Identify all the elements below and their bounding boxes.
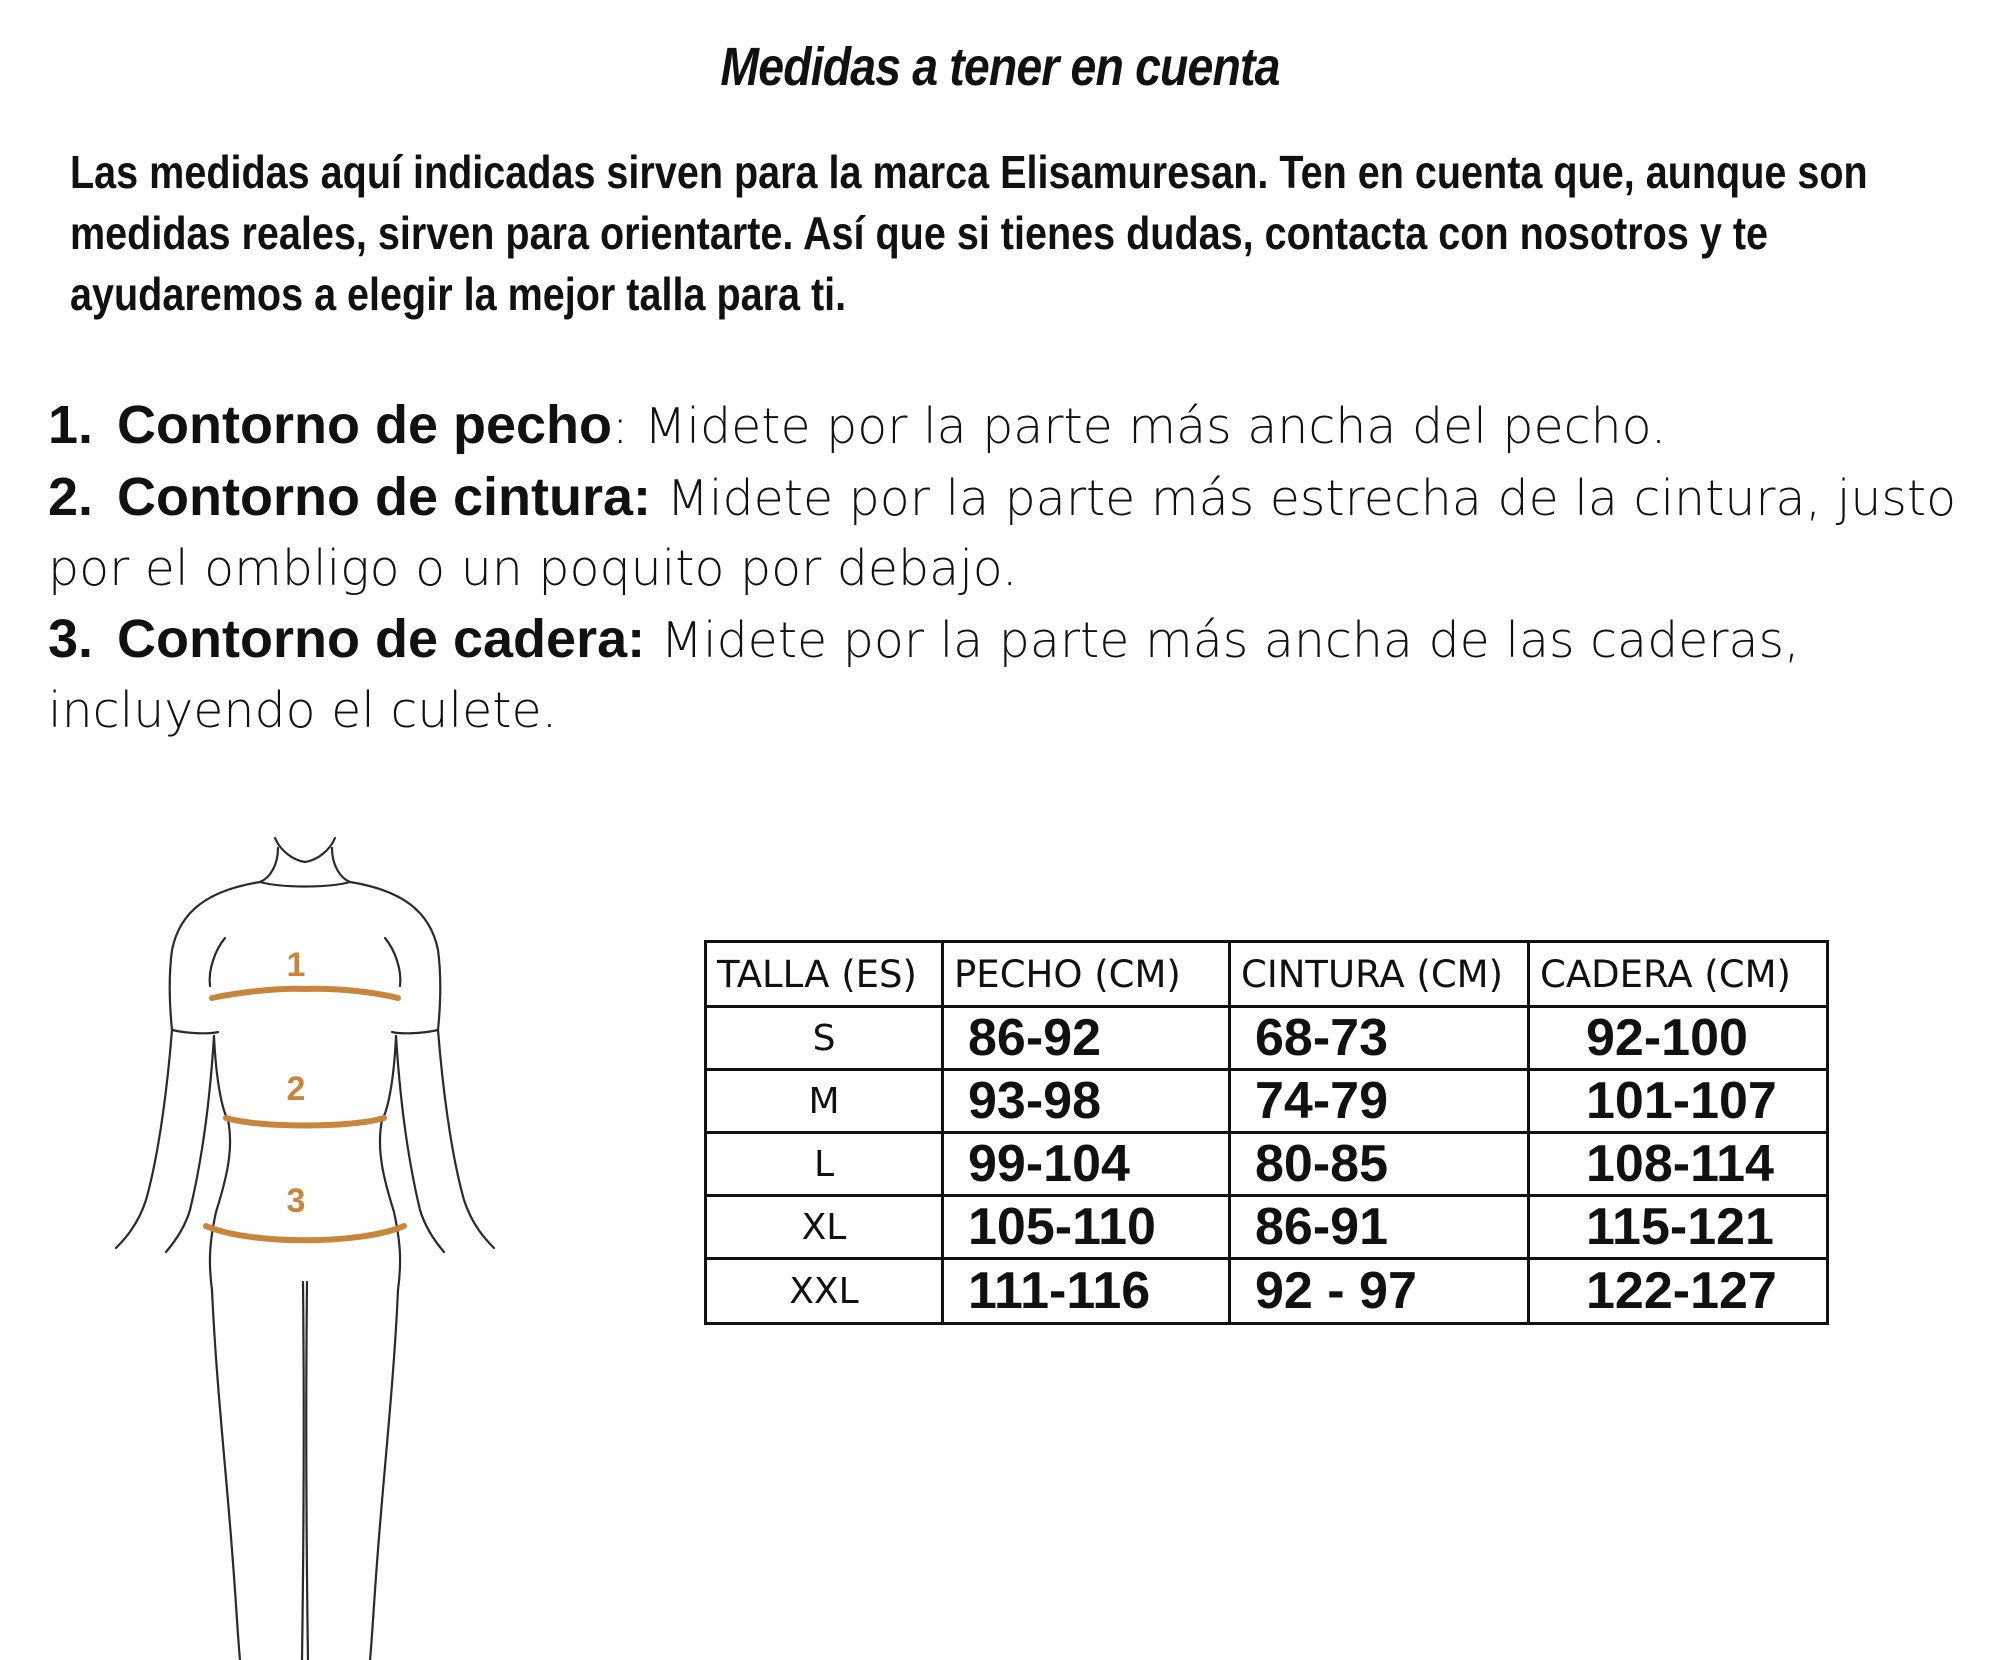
size-cell: M xyxy=(706,1070,943,1133)
intro-line: ayudaremos a elegir la mejor talla para ti. xyxy=(70,268,847,320)
size-cell: S xyxy=(706,1007,943,1070)
header-pecho: PECHO (CM) xyxy=(943,942,1230,1007)
cadera-cell: 101-107 xyxy=(1529,1070,1828,1133)
header-talla: TALLA (ES) xyxy=(706,942,943,1007)
header-cintura: CINTURA (CM) xyxy=(1230,942,1529,1007)
cadera-cell: 115-121 xyxy=(1529,1196,1828,1259)
cintura-cell: 80-85 xyxy=(1230,1133,1529,1196)
item-text: : Midete por la parte más ancha del pecho. xyxy=(612,398,1667,455)
cintura-cell: 68-73 xyxy=(1230,1007,1529,1070)
item-text: Midete por la parte más ancha de las caderas, incluyendo el culete. xyxy=(48,612,1800,739)
measure-item-chest xyxy=(48,390,1968,462)
pecho-cell: 86-92 xyxy=(943,1007,1230,1070)
table-row xyxy=(706,1007,1828,1070)
cadera-cell: 108-114 xyxy=(1529,1133,1828,1196)
table-row xyxy=(706,1196,1828,1259)
pecho-cell: 93-98 xyxy=(943,1070,1230,1133)
table-row xyxy=(706,1133,1828,1196)
size-cell: L xyxy=(706,1133,943,1196)
header-cadera: CADERA (CM) xyxy=(1529,942,1828,1007)
item-term: Contorno de cintura: xyxy=(117,467,652,527)
cintura-cell: 74-79 xyxy=(1230,1070,1529,1133)
cintura-cell: 92 - 97 xyxy=(1230,1259,1529,1324)
label-2: 2 xyxy=(286,1070,306,1108)
measurement-instructions xyxy=(48,390,1968,746)
cadera-cell: 92-100 xyxy=(1529,1007,1828,1070)
pecho-cell: 99-104 xyxy=(943,1133,1230,1196)
size-cell: XXL xyxy=(706,1259,943,1324)
page-title: Medidas a tener en cuenta xyxy=(720,37,1280,97)
item-term: Contorno de cadera: xyxy=(117,609,646,669)
item-number: 1. xyxy=(48,395,94,455)
body-silhouette-figure xyxy=(110,820,500,1660)
hip-band xyxy=(206,1226,404,1240)
cintura-cell: 86-91 xyxy=(1230,1196,1529,1259)
waist-band xyxy=(226,1118,384,1126)
intro-line: medidas reales, sirven para orientarte. Así que si tienes dudas, contacta con nosotros y te xyxy=(70,207,1768,259)
cadera-cell: 122-127 xyxy=(1529,1259,1828,1324)
item-text: Midete por la parte más estrecha de la cintura, justo por el ombligo o un poquito por debajo. xyxy=(48,470,1957,597)
size-cell: XL xyxy=(706,1196,943,1259)
measure-item-hips xyxy=(48,604,1968,746)
pecho-cell: 105-110 xyxy=(943,1196,1230,1259)
label-3: 3 xyxy=(286,1182,306,1220)
item-number: 3. xyxy=(48,609,94,669)
intro-paragraph xyxy=(70,142,2000,325)
measure-item-waist xyxy=(48,462,1968,604)
item-term: Contorno de pecho xyxy=(117,395,613,455)
pecho-cell: 111-116 xyxy=(943,1259,1230,1324)
label-1: 1 xyxy=(286,946,306,984)
size-chart-table xyxy=(704,940,1829,1325)
item-number: 2. xyxy=(48,467,94,527)
table-header-row xyxy=(706,942,1828,1007)
intro-line: Las medidas aquí indicadas sirven para la marca Elisamuresan. Ten en cuenta que, aunque son xyxy=(70,146,1868,198)
table-row xyxy=(706,1259,1828,1324)
table-row xyxy=(706,1070,1828,1133)
chest-band xyxy=(212,989,398,998)
